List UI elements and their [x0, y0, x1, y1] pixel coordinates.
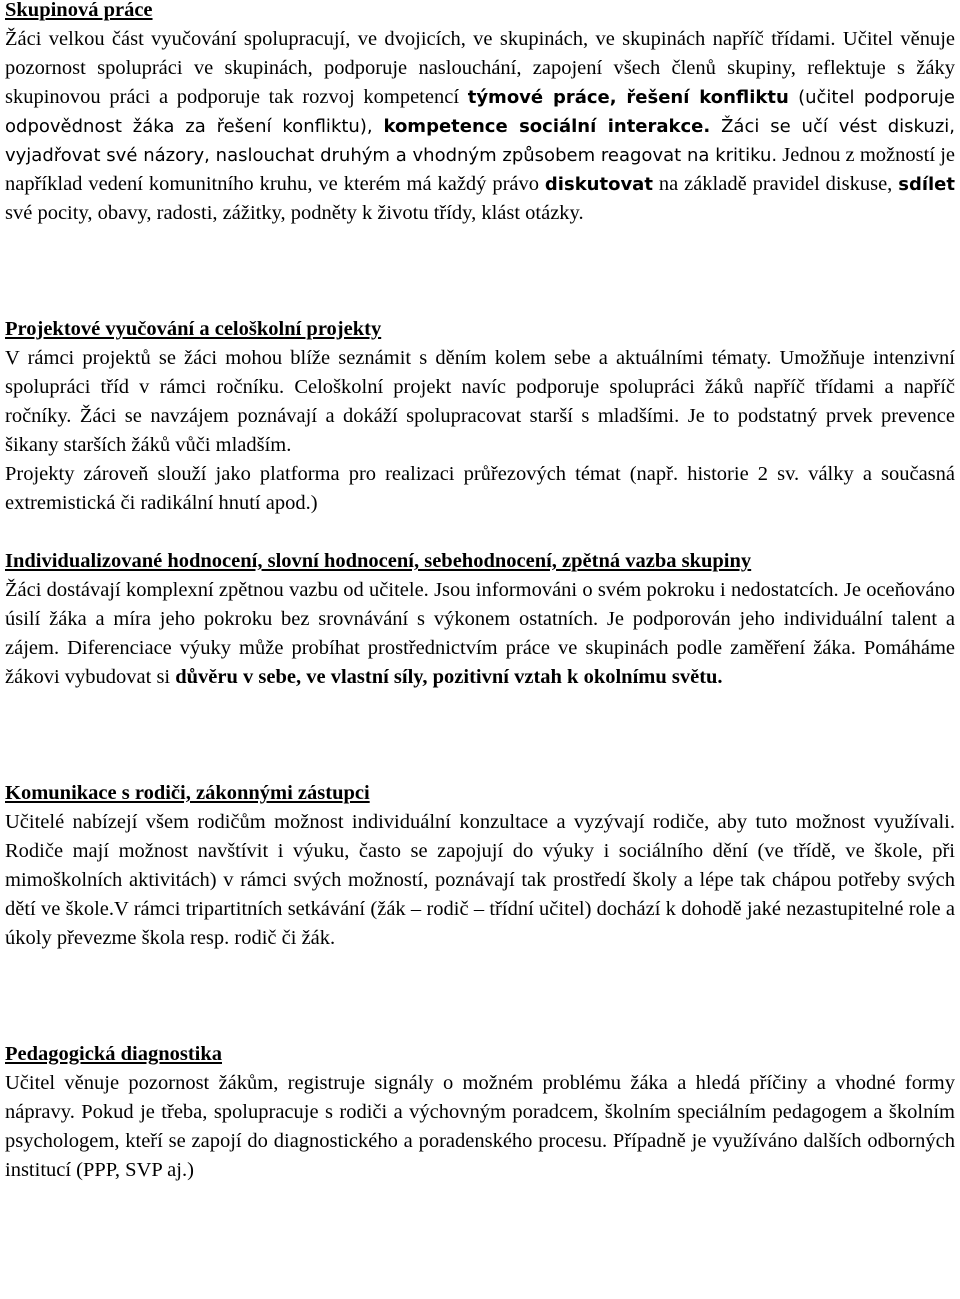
section-paragraph: Projekty zároveň slouží jako platforma pro realizaci průřezových témat (např. historie 2 sv. války a současná extremistická či radikální hnutí apod.)	[5, 463, 955, 514]
text-run: Žáci velkou část vyučování spolupracují, ve dvojicích, ve skupinách, ve skupinách napříč třídami. Učitel věnuje pozornost spolupráci ve skupinách, podporuje naslouchání, zapojení všech členů skupiny, reflektuje s žáky skupinovou práci a podporuje tak rozvoj kompetencí	[5, 28, 955, 108]
text-run: Žáci se učí vést diskuzi, vyjadřovat své názory, naslouchat druhým a vhodným způsobem reagovat na kritiku.	[5, 116, 955, 166]
section-heading: Komunikace s rodiči, zákonnými zástupci	[5, 782, 370, 804]
text-run: Jednou z možností je například vedení komunitního kruhu, ve kterém má každý právo	[5, 144, 955, 195]
section-heading: Pedagogická diagnostika	[5, 1043, 222, 1065]
section-paragraph: Učitelé nabízejí všem rodičům možnost individuální konzultace a vyzývají rodiče, aby tuto možnost využívali. Rodiče mají možnost navštívit i výuku, často se zapojují do výuky i sociálního dění (ve třídě, ve škole, při mimoškolních aktivitách) v rámci svých možností, poznávají tak prostředí školy a lépe tak chápou potřeby svých dětí ve škole.V rámci tripartitních setkávání (žák – rodič – třídní učitel) dochází k dohodě jaké nezastupitelné role a úkoly převezme škola resp. rodič či žák.	[5, 811, 955, 949]
section-paragraph	[5, 25, 955, 228]
section-pedagogicka-diagnostika	[5, 1040, 955, 1185]
text-run: své pocity, obavy, radosti, zážitky, podněty k životu třídy, klást otázky.	[5, 202, 584, 224]
bold-text-run: důvěru v sebe, ve vlastní síly, pozitivní vztah k okolnímu světu.	[175, 666, 723, 688]
section-heading: Individualizované hodnocení, slovní hodnocení, sebehodnocení, zpětná vazba skupiny	[5, 550, 752, 572]
document-page	[5, 0, 955, 1185]
section-individualizovane-hodnoceni	[5, 547, 955, 692]
bold-text-run: kompetence sociální interakce.	[383, 116, 711, 137]
section-komunikace-s-rodici	[5, 779, 955, 953]
text-run: (učitel podporuje odpovědnost žáka za řešení konfliktu),	[5, 87, 956, 137]
section-heading: Skupinová práce	[5, 0, 153, 21]
bold-text-run: sdílet	[898, 174, 955, 195]
text-run: Žáci dostávají komplexní zpětnou vazbu od učitele. Jsou informováni o svém pokroku i nedostatcích. Je oceňováno úsilí žáka a míra jeho pokroku bez srovnávání s výkonem ostatních. Je podporován jeho individuální talent a zájem. Diferenciace výuky může probíhat prostřednictvím práce ve skupinách podle zaměření žáka. Pomáháme žákovi vybudovat si	[5, 579, 955, 688]
section-heading: Projektové vyučování a celoškolní projekty	[5, 318, 382, 340]
section-paragraph	[5, 576, 955, 692]
section-paragraph: V rámci projektů se žáci mohou blíže seznámit s děním kolem sebe a aktuálními tématy. Umožňuje intenzivní spolupráci tříd v rámci ročníku. Celoškolní projekt navíc podporuje spolupráci žáků napříč třídami a napříč ročníky. Žáci se navzájem poznávají a dokáží spolupracovat starší s mladšími. Je to podstatný prvek prevence šikany starších žáků vůči mladším.	[5, 347, 955, 456]
section-skupinova-prace	[5, 0, 955, 228]
bold-text-run: týmové práce, řešení konfliktu	[467, 87, 789, 108]
text-run: na základě pravidel diskuse,	[652, 173, 899, 195]
bold-text-run: diskutovat	[544, 174, 653, 195]
section-paragraph: Učitel věnuje pozornost žákům, registruje signály o možném problému žáka a hledá příčiny a vhodné formy nápravy. Pokud je třeba, spolupracuje s rodiči a výchovným poradcem, školním speciálním pedagogem a školním psychologem, kteří se zapojí do diagnostického a poradenského procesu. Případně je využíváno dalších odborných institucí (PPP, SVP aj.)	[5, 1072, 955, 1181]
section-projektove-vyucovani	[5, 315, 955, 518]
